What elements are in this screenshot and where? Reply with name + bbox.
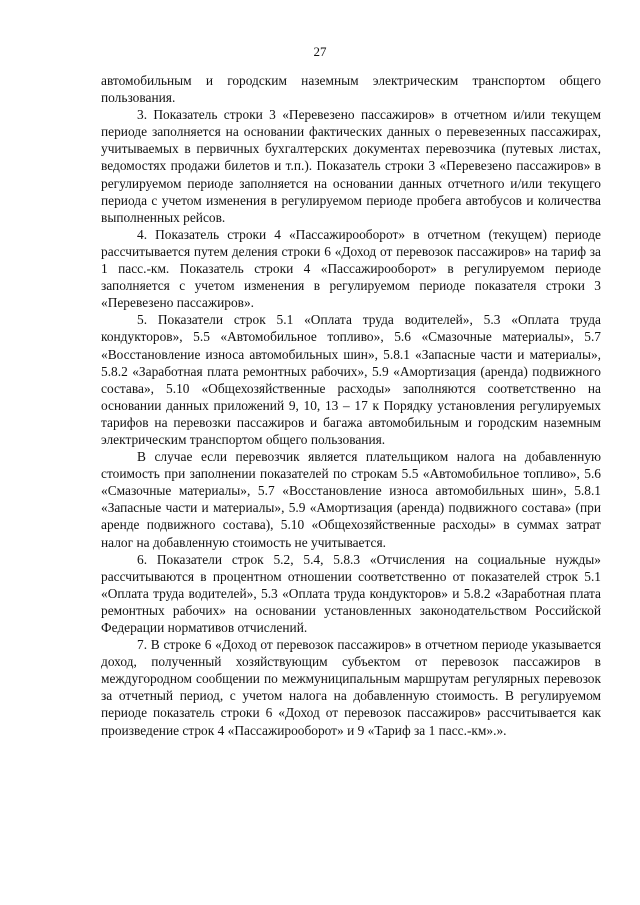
paragraph-item-4: 4. Показатель строки 4 «Пассажирооборот» в отчетном (текущем) периоде рассчитывается путем деления строки 6 «Доход от перевозок пассажиров» на тариф за 1 пасс.-км. Показатель строки 4 «Пассажирооборот» в регулируемом периоде заполняется с учетом изменения в регулируемом периоде показателя строки 3 «Перевезено пассажиров».	[101, 226, 601, 311]
paragraph-item-6: 6. Показатели строк 5.2, 5.4, 5.8.3 «Отчисления на социальные нужды» рассчитываются в процентном отношении соответственно от показателей строк 5.1 «Оплата труда водителей», 5.3 «Оплата труда кондукторов» и 5.8.2 «Заработная плата ремонтных рабочих» на основании установленных законодательством Российской Федерации нормативов отчислений.	[101, 551, 601, 635]
paragraph-item-5: 5. Показатели строк 5.1 «Оплата труда водителей», 5.3 «Оплата труда кондукторов», 5.5 «Автомобильное топливо», 5.6 «Смазочные материалы», 5.7 «Восстановление износа автомобильных шин», 5.8.1 «Запасные части и материалы», 5.8.2 «Заработная плата ремонтных рабочих», 5.9 «Амортизация (аренда) подвижного состава», 5.10 «Общехозяйственные расходы» заполняются соответственно на основании данных приложений 9, 10, 13 – 17 к Порядку установления регулируемых тарифов на перевозки пассажиров и багажа автомобильным и городским наземным электрическим транспортом общего пользования.	[101, 312, 601, 447]
paragraph-item-7: 7. В строке 6 «Доход от перевозок пассажиров» в отчетном периоде указывается доход, полученный хозяйствующим субъектом от перевозок пассажиров в междугородном сообщении по межмуниципальным маршрутам регулярных перевозок за отчетный период, с учетом налога на добавленную стоимость. В регулируемом периоде показатель строки 6 «Доход от перевозок пассажиров» рассчитывается как произведение строк 4 «Пассажирооборот» и 9 «Тариф за 1 пасс.-км».».	[101, 637, 601, 738]
paragraph-vat-note: В случае если перевозчик является плательщиком налога на добавленную стоимость при заполнении показателей по строкам 5.5 «Автомобильное топливо», 5.6 «Смазочные материалы», 5.7 «Восстановление износа автомобильных шин», 5.8.1 «Запасные части и материалы», 5.9 «Амортизация (аренда) подвижного состава» (при аренде подвижного состава), 5.10 «Общехозяйственные расходы» в суммах затрат налог на добавленную стоимость не учитывается.	[101, 449, 601, 550]
page-number: 27	[313, 44, 327, 59]
paragraph-item-3: 3. Показатель строки 3 «Перевезено пассажиров» в отчетном и/или текущем периоде заполняется на основании фактических данных о перевезенных пассажирах, учитываемых в первичных бухгалтерских документах перевозчика (путевых листах, ведомостях продажи билетов и т.п.). Показатель строки 3 «Перевезено пассажиров» в регулируемом периоде заполняется на основании данных отчетного и/или текущего периода с учетом изменения в регулируемом периоде пробега автобусов и количества выполненных рейсов.	[101, 107, 601, 225]
document-text	[101, 72, 601, 739]
paragraph-continuation: автомобильным и городским наземным электрическим транспортом общего пользования.	[101, 73, 601, 106]
